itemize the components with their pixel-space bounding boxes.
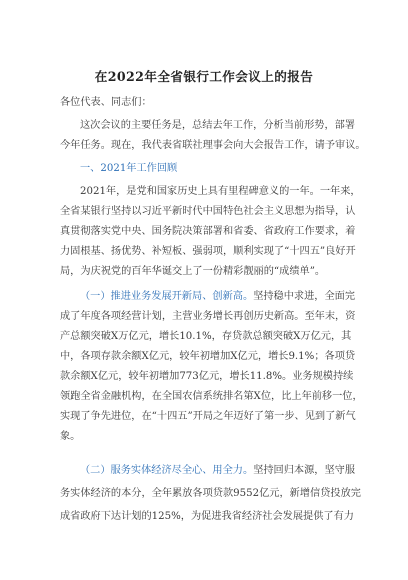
para2-line-7: 实现了争先进位，在“十四五”开局之年迈好了第一步、见到了新气 — [60, 411, 356, 422]
para2-lead-text: 坚持稳中求进，全面完 — [253, 291, 356, 302]
para1-line-4: 力固根基、扬优势、补短板、强弱项，顺利实现了“十四五”良好开 — [60, 246, 356, 257]
para2-line-2: 成了年度各项经营计划，主营业务增长再创历史新高。至年末，资 — [60, 311, 356, 322]
para3-line-3: 成省政府下达计划的125%，为促进我省经济社会发展提供了有力 — [60, 511, 354, 522]
para1-line-2: 全省某银行坚持以习近平新时代中国特色社会主义思想为指导，认 — [60, 206, 356, 217]
para1-line-3: 真贯彻落实党中央、国务院决策部署和省委、省政府工作要求，着 — [60, 226, 356, 237]
subsection-heading-business-development: （一）推进业务发展开新局、创新高。 — [80, 291, 254, 302]
para2-line-8: 象。 — [60, 431, 81, 442]
para1-line-1: 2021年，是党和国家历史上具有里程碑意义的一年。一年来， — [80, 186, 361, 197]
report-title: 在2022年全省银行工作会议上的报告 — [94, 69, 314, 84]
para2-line-4: 中，各项存款余额X亿元，较年初增加X亿元，增长9.1%；各项贷 — [60, 351, 356, 362]
para2-line-3: 产总额突破X万亿元，增长10.1%，存贷款总额突破X万亿元，其 — [60, 331, 352, 342]
intro-line-2: 今年任务。现在，我代表省联社理事会向大会报告工作，请予审议。 — [60, 140, 366, 151]
salutation: 各位代表、同志们： — [60, 97, 152, 108]
section-heading-2021-review: 一、2021年工作回顾 — [80, 163, 178, 174]
para1-line-5: 局，为庆祝党的百年华诞交上了一份精彩靓丽的“成绩单”。 — [60, 266, 326, 277]
para3-lead-text: 坚持回归本源，坚守服 — [253, 465, 356, 476]
para2-line-5: 款余额X亿元，较年初增加773亿元，增长11.8%。业务规模持续 — [60, 371, 354, 382]
subsection-heading-real-economy: （二）服务实体经济尽全心、用全力。 — [80, 465, 254, 476]
intro-line-1: 这次会议的主要任务是，总结去年工作，分析当前形势，部署 — [80, 120, 356, 131]
para3-first-line — [60, 463, 356, 479]
para2-line-6: 领跑全省金融机构，在全国农信系统排名第X位，比上年前移一位， — [60, 391, 363, 402]
para2-first-line — [60, 289, 356, 305]
para3-line-2: 务实体经济的本分，全年累放各项贷款9552亿元，新增信贷投放完 — [60, 488, 361, 499]
